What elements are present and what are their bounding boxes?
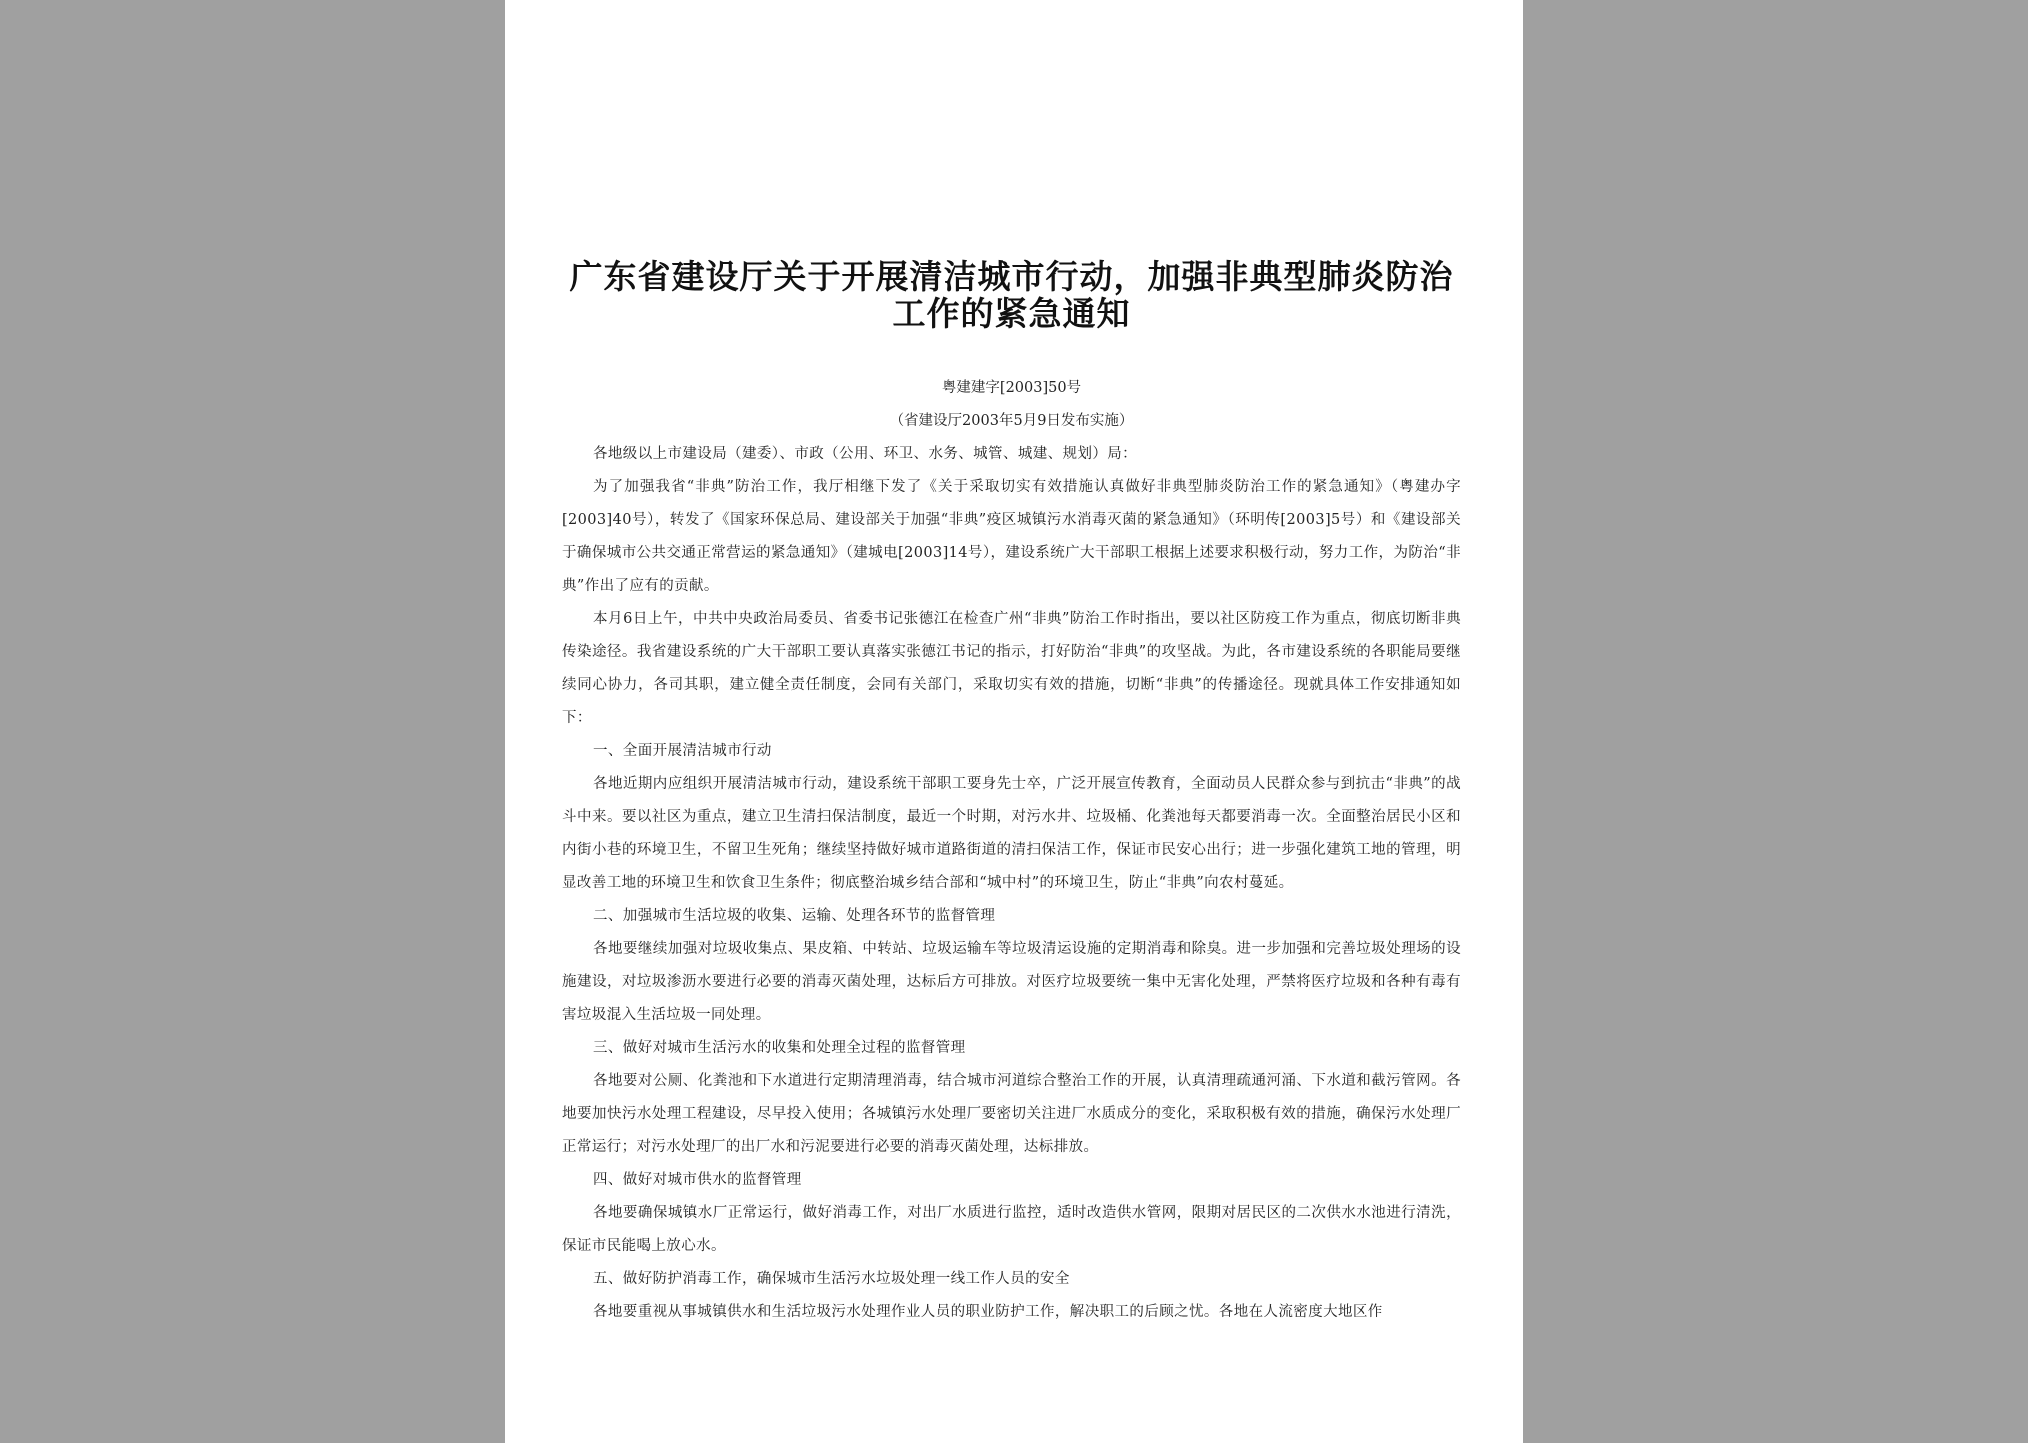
addressee-line: 各地级以上市建设局（建委）、市政（公用、环卫、水务、城管、城建、规划）局： [593, 446, 1138, 462]
paragraph: 为了加强我省“非典”防治工作，我厅相继下发了《关于采取切实有效措施认真做好非典型肺炎防治工作的紧急通知》（粤建办字[2003]40号），转发了《国家环保总局、建设部关于加强“非典”疫区城镇污水消毒灭菌的紧急通知》（环明传[2003]5号）和《建设部关于确保城市公共交通正常营运的紧急通知》（建城电[2003]14号），建设系统广大干部职工根据上述要求积极行动，努力工作，为防治“非典”作出了应有的贡献。 [562, 479, 1461, 594]
paragraph: 各地要继续加强对垃圾收集点、果皮箱、中转站、垃圾运输车等垃圾清运设施的定期消毒和除臭。进一步加强和完善垃圾处理场的设施建设，对垃圾渗沥水要进行必要的消毒灭菌处理，达标后方可排放。对医疗垃圾要统一集中无害化处理，严禁将医疗垃圾和各种有毒有害垃圾混入生活垃圾一同处理。 [562, 941, 1461, 1023]
section-heading: 三、做好对城市生活污水的收集和处理全过程的监督管理 [593, 1040, 966, 1056]
section-heading: 五、做好防护消毒工作，确保城市生活污水垃圾处理一线工作人员的安全 [593, 1271, 1070, 1287]
paragraph: 各地要重视从事城镇供水和生活垃圾污水处理作业人员的职业防护工作，解决职工的后顾之忧。各地在人流密度大地区作 [593, 1304, 1383, 1320]
paragraph: 各地要确保城镇水厂正常运行，做好消毒工作，对出厂水质进行监控，适时改造供水管网，限期对居民区的二次供水水池进行清洗，保证市民能喝上放心水。 [562, 1205, 1461, 1254]
paragraph: 各地近期内应组织开展清洁城市行动，建设系统干部职工要身先士卒，广泛开展宣传教育，全面动员人民群众参与到抗击“非典”的战斗中来。要以社区为重点，建立卫生清扫保洁制度，最近一个时期，对污水井、垃圾桶、化粪池每天都要消毒一次。全面整治居民小区和内街小巷的环境卫生，不留卫生死角；继续坚持做好城市道路街道的清扫保洁工作，保证市民安心出行；进一步强化建筑工地的管理，明显改善工地的环境卫生和饮食卫生条件；彻底整治城乡结合部和“城中村”的环境卫生，防止“非典”向农村蔓延。 [562, 776, 1461, 891]
document-title: 广东省建设厅关于开展清洁城市行动，加强非典型肺炎防治工作的紧急通知 [569, 257, 1454, 333]
document-number: 粤建建字[2003]50号 [941, 380, 1082, 396]
section-heading: 一、全面开展清洁城市行动 [593, 743, 772, 759]
section-heading: 四、做好对城市供水的监督管理 [593, 1172, 802, 1188]
paragraph: 本月6日上午，中共中央政治局委员、省委书记张德江在检查广州“非典”防治工作时指出，要以社区防疫工作为重点，彻底切断非典传染途径。我省建设系统的广大干部职工要认真落实张德江书记的指示，打好防治“非典”的攻坚战。为此，各市建设系统的各职能局要继续同心协力，各司其职，建立健全责任制度，会同有关部门，采取切实有效的措施，切断“非典”的传播途径。现就具体工作安排通知如下： [562, 611, 1461, 726]
document-body [562, 438, 1461, 1329]
section-heading: 二、加强城市生活垃圾的收集、运输、处理各环节的监督管理 [593, 908, 996, 924]
issue-note: （省建设厅2003年5月9日发布实施） [889, 413, 1134, 429]
paragraph: 各地要对公厕、化粪池和下水道进行定期清理消毒，结合城市河道综合整治工作的开展，认真清理疏通河涌、下水道和截污管网。各地要加快污水处理工程建设，尽早投入使用；各城镇污水处理厂要密切关注进厂水质成分的变化，采取积极有效的措施，确保污水处理厂正常运行；对污水处理厂的出厂水和污泥要进行必要的消毒灭菌处理，达标排放。 [562, 1073, 1461, 1155]
document-page [505, 0, 1523, 1443]
